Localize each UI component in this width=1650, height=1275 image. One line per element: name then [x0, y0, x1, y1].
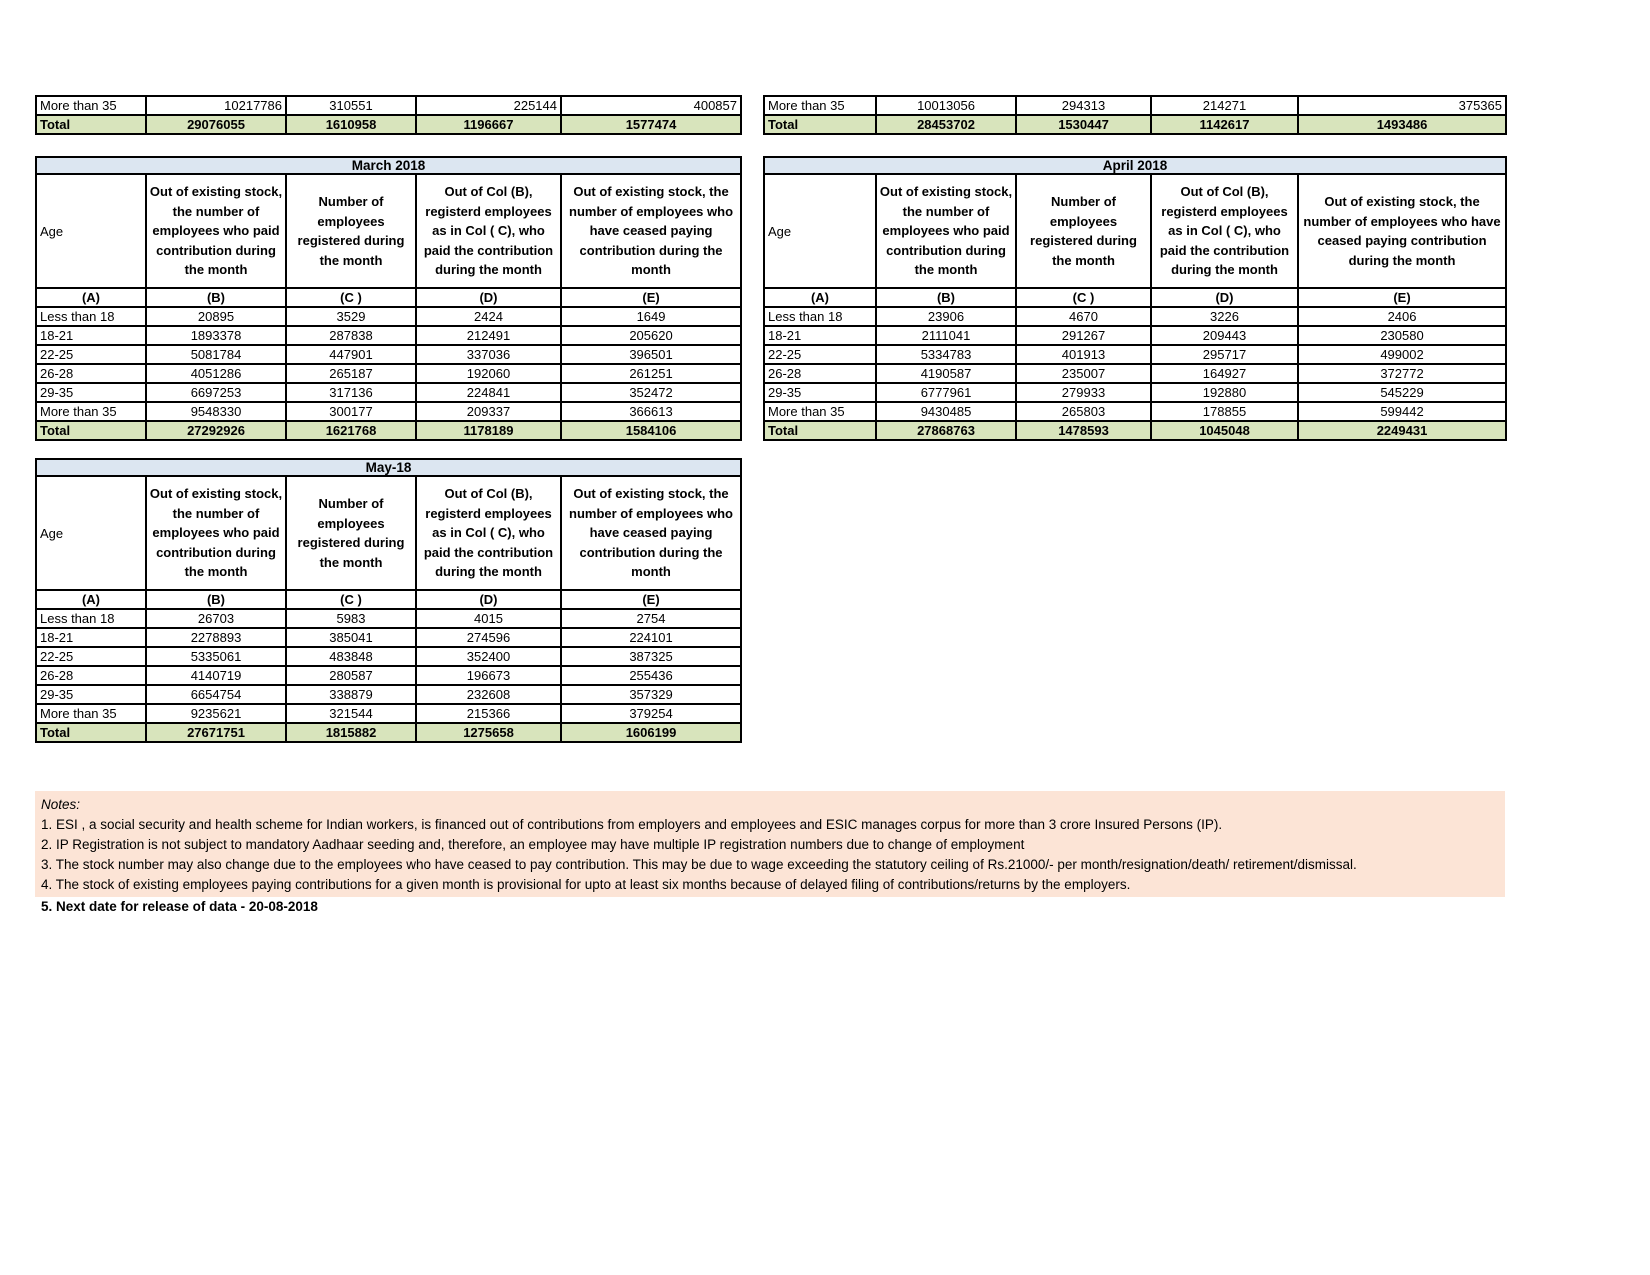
- age-cell: 18-21: [36, 326, 146, 345]
- data-cell: 230580: [1298, 326, 1506, 345]
- data-cell: 215366: [416, 704, 561, 723]
- age-cell: 22-25: [764, 345, 876, 364]
- column-header-e: Out of existing stock, the number of employees who have ceased paying contribution during the month: [1298, 174, 1506, 288]
- note-line-3: 3. The stock number may also change due to the employees who have ceased to pay contribution. This may be due to wage exceeding the statutory ceiling of Rs.21000/- per month/resignation/death/ retirement/dismissal.: [41, 857, 1357, 872]
- column-header-e: Out of existing stock, the number of employees who have ceased paying contribution during the month: [561, 476, 741, 590]
- data-cell: 300177: [286, 402, 416, 421]
- data-cell: 26703: [146, 609, 286, 628]
- column-letters-row: [36, 288, 741, 307]
- table-title: April 2018: [764, 157, 1506, 174]
- age-cell: 29-35: [36, 383, 146, 402]
- notes-block: [35, 791, 1505, 897]
- data-cell: 164927: [1151, 364, 1298, 383]
- age-cell: More than 35: [36, 96, 146, 115]
- data-cell: 3529: [286, 307, 416, 326]
- data-cell: 178855: [1151, 402, 1298, 421]
- age-cell: 29-35: [36, 685, 146, 704]
- total-cell: 1478593: [1016, 421, 1151, 440]
- data-cell: 338879: [286, 685, 416, 704]
- data-cell: 279933: [1016, 383, 1151, 402]
- data-cell: 235007: [1016, 364, 1151, 383]
- table-row: [36, 666, 741, 685]
- age-cell: 18-21: [36, 628, 146, 647]
- table-row: [764, 402, 1506, 421]
- column-letter: (A): [764, 288, 876, 307]
- data-cell: 385041: [286, 628, 416, 647]
- header-row: [36, 476, 741, 590]
- column-header-d: Out of Col (B), registerd employees as in Col ( C), who paid the contribution during the month: [416, 174, 561, 288]
- data-cell: 5983: [286, 609, 416, 628]
- data-cell: 400857: [561, 96, 741, 115]
- data-cell: 209443: [1151, 326, 1298, 345]
- column-letter: (B): [146, 590, 286, 609]
- total-cell: 1178189: [416, 421, 561, 440]
- data-cell: 447901: [286, 345, 416, 364]
- data-cell: 20895: [146, 307, 286, 326]
- table-row: [36, 402, 741, 421]
- table-row: [764, 364, 1506, 383]
- column-letter: (C ): [286, 288, 416, 307]
- column-letter: (B): [876, 288, 1016, 307]
- april-2018-table: [763, 156, 1507, 441]
- total-cell: 1196667: [416, 115, 561, 134]
- data-cell: 209337: [416, 402, 561, 421]
- table-row: [36, 96, 741, 115]
- column-letter: (D): [416, 590, 561, 609]
- age-cell: More than 35: [764, 96, 876, 115]
- age-cell: 26-28: [36, 364, 146, 383]
- data-cell: 2424: [416, 307, 561, 326]
- data-cell: 337036: [416, 345, 561, 364]
- total-label: Total: [36, 115, 146, 134]
- table-row: [36, 628, 741, 647]
- data-cell: 310551: [286, 96, 416, 115]
- data-cell: 255436: [561, 666, 741, 685]
- table-row: [36, 307, 741, 326]
- total-cell: 28453702: [876, 115, 1016, 134]
- data-cell: 3226: [1151, 307, 1298, 326]
- data-cell: 214271: [1151, 96, 1298, 115]
- note-line-5: 5. Next date for release of data - 20-08-2018: [41, 899, 318, 914]
- column-header-c: Number of employees registered during the month: [286, 476, 416, 590]
- column-header-c: Number of employees registered during the month: [1016, 174, 1151, 288]
- column-header-d: Out of Col (B), registerd employees as in Col ( C), who paid the contribution during the month: [416, 476, 561, 590]
- age-cell: 22-25: [36, 345, 146, 364]
- table-row: [36, 345, 741, 364]
- age-cell: 26-28: [764, 364, 876, 383]
- total-cell: 27671751: [146, 723, 286, 742]
- data-cell: 224841: [416, 383, 561, 402]
- age-cell: 22-25: [36, 647, 146, 666]
- table-row: [36, 326, 741, 345]
- table-row: [764, 345, 1506, 364]
- column-letter: (E): [561, 590, 741, 609]
- data-cell: 372772: [1298, 364, 1506, 383]
- data-cell: 375365: [1298, 96, 1506, 115]
- table-row: [36, 609, 741, 628]
- column-header-b: Out of existing stock, the number of employees who paid contribution during the month: [146, 476, 286, 590]
- column-letter: (E): [561, 288, 741, 307]
- column-letters-row: [36, 590, 741, 609]
- total-cell: 1621768: [286, 421, 416, 440]
- table-row: [36, 157, 741, 174]
- table-row: [764, 383, 1506, 402]
- data-cell: 10013056: [876, 96, 1016, 115]
- table-title: May-18: [36, 459, 741, 476]
- total-cell: 1530447: [1016, 115, 1151, 134]
- note-line-2: 2. IP Registration is not subject to mandatory Aadhaar seeding and, therefore, an employee may have multiple IP registration numbers due to change of employment: [41, 837, 1025, 852]
- data-cell: 225144: [416, 96, 561, 115]
- may-18-table: [35, 458, 742, 743]
- total-row: [764, 421, 1506, 440]
- column-header-e: Out of existing stock, the number of employees who have ceased paying contribution during the month: [561, 174, 741, 288]
- data-cell: 4051286: [146, 364, 286, 383]
- data-cell: 2278893: [146, 628, 286, 647]
- data-cell: 317136: [286, 383, 416, 402]
- data-cell: 4190587: [876, 364, 1016, 383]
- march-2018-table: [35, 156, 742, 441]
- column-letters-row: [764, 288, 1506, 307]
- data-cell: 4670: [1016, 307, 1151, 326]
- table-row: [36, 364, 741, 383]
- total-label: Total: [764, 115, 876, 134]
- column-letter: (C ): [1016, 288, 1151, 307]
- total-label: Total: [36, 421, 146, 440]
- data-cell: 6777961: [876, 383, 1016, 402]
- data-cell: 9430485: [876, 402, 1016, 421]
- column-letter: (D): [1151, 288, 1298, 307]
- data-cell: 294313: [1016, 96, 1151, 115]
- data-cell: 224101: [561, 628, 741, 647]
- total-cell: 2249431: [1298, 421, 1506, 440]
- table-row: [36, 647, 741, 666]
- table-row: [764, 307, 1506, 326]
- table-row: [36, 685, 741, 704]
- data-cell: 4015: [416, 609, 561, 628]
- total-cell: 1815882: [286, 723, 416, 742]
- total-cell: 1610958: [286, 115, 416, 134]
- data-cell: 192880: [1151, 383, 1298, 402]
- note-line-4: 4. The stock of existing employees paying contributions for a given month is provisional for upto at least six months because of delayed filing of contributions/returns by the employers.: [41, 877, 1131, 892]
- data-cell: 9235621: [146, 704, 286, 723]
- total-cell: 1275658: [416, 723, 561, 742]
- column-header-d: Out of Col (B), registerd employees as in Col ( C), who paid the contribution during the month: [1151, 174, 1298, 288]
- data-cell: 261251: [561, 364, 741, 383]
- age-cell: Less than 18: [764, 307, 876, 326]
- data-cell: 366613: [561, 402, 741, 421]
- age-cell: 18-21: [764, 326, 876, 345]
- data-cell: 274596: [416, 628, 561, 647]
- age-cell: More than 35: [36, 704, 146, 723]
- header-row: [36, 174, 741, 288]
- data-cell: 5334783: [876, 345, 1016, 364]
- total-row: [764, 115, 1506, 134]
- table-row: [764, 326, 1506, 345]
- data-cell: 10217786: [146, 96, 286, 115]
- age-cell: More than 35: [764, 402, 876, 421]
- data-cell: 196673: [416, 666, 561, 685]
- table-row: [36, 704, 741, 723]
- total-label: Total: [36, 723, 146, 742]
- top-left-partial-table: [35, 95, 742, 135]
- column-header-c: Number of employees registered during the month: [286, 174, 416, 288]
- total-cell: 1584106: [561, 421, 741, 440]
- age-cell: 26-28: [36, 666, 146, 685]
- total-row: [36, 421, 741, 440]
- data-cell: 6697253: [146, 383, 286, 402]
- total-cell: 1045048: [1151, 421, 1298, 440]
- data-cell: 2754: [561, 609, 741, 628]
- data-cell: 321544: [286, 704, 416, 723]
- total-cell: 29076055: [146, 115, 286, 134]
- age-column-header: Age: [764, 174, 876, 288]
- data-cell: 192060: [416, 364, 561, 383]
- data-cell: 545229: [1298, 383, 1506, 402]
- data-cell: 401913: [1016, 345, 1151, 364]
- data-cell: 1649: [561, 307, 741, 326]
- table-row: [36, 459, 741, 476]
- total-row: [36, 115, 741, 134]
- column-letter: (B): [146, 288, 286, 307]
- data-cell: 379254: [561, 704, 741, 723]
- total-cell: 1577474: [561, 115, 741, 134]
- data-cell: 5081784: [146, 345, 286, 364]
- data-cell: 5335061: [146, 647, 286, 666]
- data-cell: 4140719: [146, 666, 286, 685]
- data-cell: 387325: [561, 647, 741, 666]
- data-cell: 232608: [416, 685, 561, 704]
- data-cell: 287838: [286, 326, 416, 345]
- total-cell: 1606199: [561, 723, 741, 742]
- data-cell: 357329: [561, 685, 741, 704]
- data-cell: 599442: [1298, 402, 1506, 421]
- column-header-b: Out of existing stock, the number of employees who paid contribution during the month: [876, 174, 1016, 288]
- note-line-1: 1. ESI , a social security and health scheme for Indian workers, is financed out of contributions from employers and employees and ESIC manages corpus for more than 3 crore Insured Persons (IP).: [41, 817, 1223, 832]
- total-row: [36, 723, 741, 742]
- data-cell: 499002: [1298, 345, 1506, 364]
- data-cell: 205620: [561, 326, 741, 345]
- column-letter: (D): [416, 288, 561, 307]
- age-column-header: Age: [36, 174, 146, 288]
- age-cell: Less than 18: [36, 609, 146, 628]
- total-cell: 27292926: [146, 421, 286, 440]
- data-cell: 212491: [416, 326, 561, 345]
- data-cell: 352472: [561, 383, 741, 402]
- top-right-partial-table: [763, 95, 1507, 135]
- total-cell: 1142617: [1151, 115, 1298, 134]
- data-cell: 9548330: [146, 402, 286, 421]
- notes-heading: Notes:: [41, 797, 81, 812]
- column-letter: (A): [36, 590, 146, 609]
- total-label: Total: [764, 421, 876, 440]
- column-header-b: Out of existing stock, the number of employees who paid contribution during the month: [146, 174, 286, 288]
- data-cell: 483848: [286, 647, 416, 666]
- data-cell: 1893378: [146, 326, 286, 345]
- data-cell: 291267: [1016, 326, 1151, 345]
- data-cell: 265803: [1016, 402, 1151, 421]
- data-cell: 280587: [286, 666, 416, 685]
- header-row: [764, 174, 1506, 288]
- data-cell: 352400: [416, 647, 561, 666]
- data-cell: 6654754: [146, 685, 286, 704]
- age-cell: Less than 18: [36, 307, 146, 326]
- age-cell: More than 35: [36, 402, 146, 421]
- age-column-header: Age: [36, 476, 146, 590]
- table-row: [36, 383, 741, 402]
- age-cell: 29-35: [764, 383, 876, 402]
- data-cell: 396501: [561, 345, 741, 364]
- table-title: March 2018: [36, 157, 741, 174]
- table-row: [764, 96, 1506, 115]
- total-cell: 27868763: [876, 421, 1016, 440]
- data-cell: 23906: [876, 307, 1016, 326]
- data-cell: 2111041: [876, 326, 1016, 345]
- table-row: [764, 157, 1506, 174]
- data-cell: 295717: [1151, 345, 1298, 364]
- data-cell: 265187: [286, 364, 416, 383]
- column-letter: (A): [36, 288, 146, 307]
- total-cell: 1493486: [1298, 115, 1506, 134]
- column-letter: (C ): [286, 590, 416, 609]
- column-letter: (E): [1298, 288, 1506, 307]
- data-cell: 2406: [1298, 307, 1506, 326]
